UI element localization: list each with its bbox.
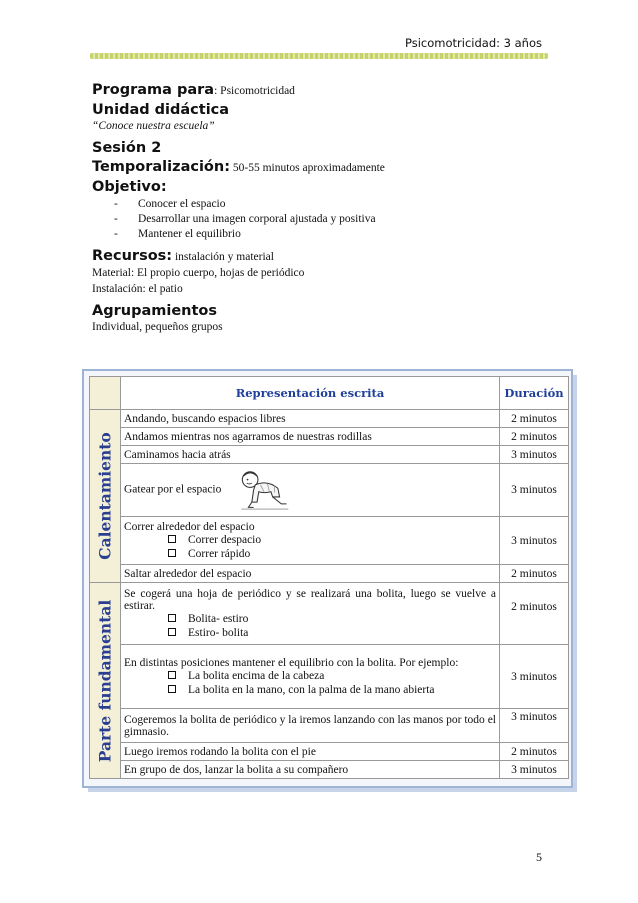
checkbox-bullet-icon xyxy=(168,685,176,693)
sesion-label: Sesión 2 xyxy=(92,140,162,156)
column-header-activity: Representación escrita xyxy=(121,377,500,410)
table-row: Andamos mientras nos agarramos de nuestras rodillas 2 minutos xyxy=(90,428,569,446)
recursos-value: instalación y material xyxy=(172,251,274,263)
table-row: Calentamiento Andando, buscando espacios libres 2 minutos xyxy=(90,410,569,428)
table-row: En grupo de dos, lanzar la bolita a su compañero 3 minutos xyxy=(90,761,569,779)
list-item: - Mantener el equilibrio xyxy=(114,228,241,240)
temporalizacion-label: Temporalización: xyxy=(92,159,230,175)
programa-line xyxy=(92,82,552,99)
section-calentamiento xyxy=(90,410,121,583)
programa-label: Programa para xyxy=(92,82,215,98)
session-table-frame xyxy=(82,369,573,788)
checkbox-bullet-icon xyxy=(168,614,176,622)
recursos-material: Material: El propio cuerpo, hojas de periódico xyxy=(92,267,305,279)
checkbox-bullet-icon xyxy=(168,671,176,679)
page-number: 5 xyxy=(536,850,542,864)
session-info xyxy=(92,82,552,335)
temporalizacion-value: 50-55 minutos aproximadamente xyxy=(230,162,385,174)
objetivo-label: Objetivo: xyxy=(92,179,167,195)
table-row: Correr alrededor del espacio Correr despacio Correr rápido 3 minutos xyxy=(90,517,569,565)
checkbox-bullet-icon xyxy=(168,535,176,543)
unidad-value: “Conoce nuestra escuela” xyxy=(92,120,215,132)
table-row: Saltar alrededor del espacio 2 minutos xyxy=(90,565,569,583)
objetivo-line xyxy=(92,179,552,195)
checkbox-bullet-icon xyxy=(168,628,176,636)
recursos-label: Recursos: xyxy=(92,248,173,264)
table-row: En distintas posiciones mantener el equilibrio con la bolita. Por ejemplo: La bolita encima de la cabeza La bolita en la mano, con la palma de la mano abierta 3 minutos xyxy=(90,645,569,709)
agrupamientos-label: Agrupamientos xyxy=(92,303,217,319)
table-row: Caminamos hacia atrás 3 minutos xyxy=(90,446,569,464)
temporalizacion-line xyxy=(92,159,552,176)
checkbox-bullet-icon xyxy=(168,549,176,557)
list-item: - Conocer el espacio xyxy=(114,198,226,210)
objetivo-list xyxy=(92,197,552,242)
recursos-line xyxy=(92,248,552,265)
header-divider xyxy=(90,53,548,59)
section-label: Parte fundamental xyxy=(95,599,115,762)
unidad-line xyxy=(92,102,552,118)
programa-value: : Psicomotricidad xyxy=(214,85,295,97)
sesion-line xyxy=(92,140,552,156)
table-row: Luego iremos rodando la bolita con el pie 2 minutos xyxy=(90,743,569,761)
table-row: Parte fundamental Se cogerá una hoja de periódico y se realizará una bolita, luego se vuelve a estirar. Bolita- estiro Estiro- bolita 2 minutos xyxy=(90,583,569,645)
table-row: Cogeremos la bolita de periódico y la iremos lanzando con las manos por todo el gimnasio. 3 minutos xyxy=(90,709,569,743)
section-parte-fundamental xyxy=(90,583,121,779)
page-header: Psicomotricidad: 3 años xyxy=(405,36,542,50)
column-header-duration: Duración xyxy=(500,377,569,410)
recursos-instalacion: Instalación: el patio xyxy=(92,283,183,295)
table-row: Gatear por el espacio 3 minutos xyxy=(90,464,569,517)
section-label: Calentamiento xyxy=(95,432,115,560)
agrupamientos-value: Individual, pequeños grupos xyxy=(92,321,223,333)
crawling-child-illustration xyxy=(238,466,290,514)
list-item: - Desarrollar una imagen corporal ajustada y positiva xyxy=(114,213,376,225)
agrupamientos-line xyxy=(92,303,552,319)
table-header-row xyxy=(90,377,569,410)
session-table xyxy=(89,376,569,779)
unidad-label: Unidad didáctica xyxy=(92,102,230,118)
